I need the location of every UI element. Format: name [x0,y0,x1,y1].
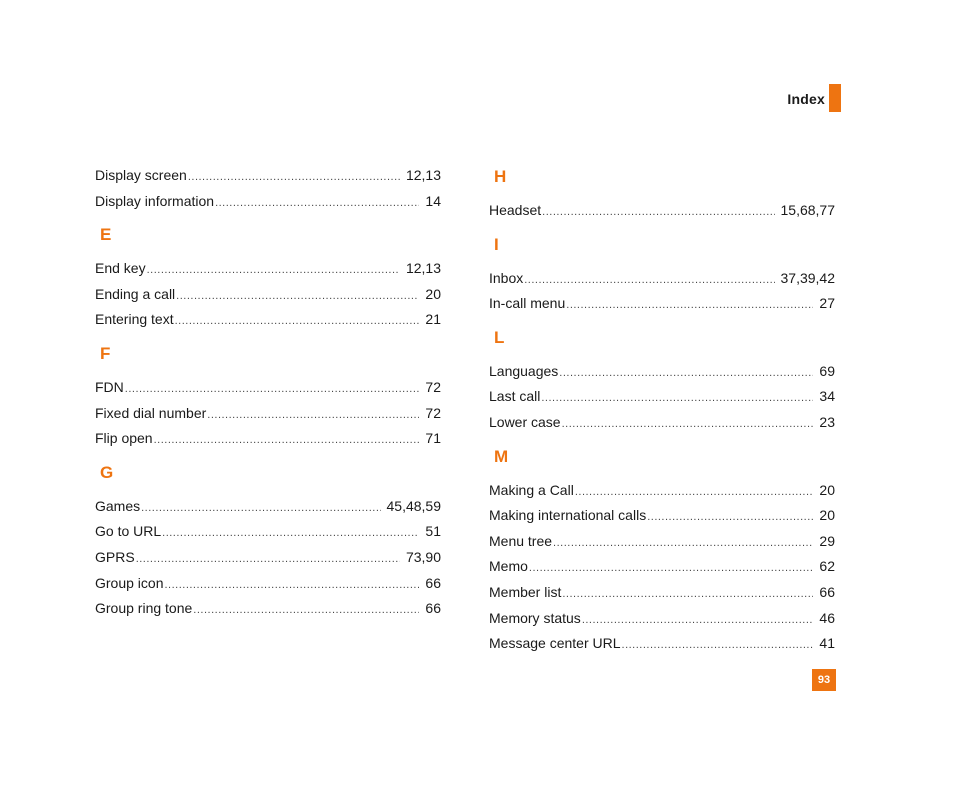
dot-leader [141,496,380,522]
index-page-refs: 34 [819,388,835,405]
dot-leader [582,608,814,634]
index-entry [489,554,835,580]
index-term: Languages [489,362,559,379]
dot-leader [136,547,400,573]
index-entry [95,596,441,622]
index-entry [95,256,441,282]
index-term: Games [95,497,141,514]
index-entry [489,410,835,436]
index-entry [95,163,441,189]
index-entry [489,503,835,529]
index-page-refs: 14 [425,192,441,209]
index-letter-heading: E [100,225,112,245]
dot-leader [188,165,400,191]
index-term: Inbox [489,269,524,286]
index-letter-heading: L [494,327,505,347]
index-column-right [489,163,835,657]
index-term: Entering text [95,311,174,328]
dot-leader [162,521,419,547]
index-page-refs: 72 [425,378,441,395]
dot-leader [553,531,813,557]
dot-leader [154,428,420,454]
index-entry [95,494,441,520]
index-entry [489,359,835,385]
index-term: Message center URL [489,635,621,652]
index-term: Display screen [95,167,187,183]
index-page-refs: 45,48,59 [386,497,441,514]
index-term: Flip open [95,430,153,447]
index-term: In-call menu [489,295,566,312]
index-page-refs: 66 [819,583,835,600]
index-page-refs: 23 [819,413,835,430]
index-page-refs: 12,13 [405,260,441,277]
index-letter-heading: H [494,167,507,186]
dot-leader [176,284,419,310]
index-entry [489,198,835,224]
dot-leader [164,573,419,599]
index-page-refs: 20 [425,285,441,302]
index-term: Last call [489,388,541,405]
index-page-refs: 51 [425,523,441,540]
index-term: Making international calls [489,507,647,524]
index-page-refs: 12,13 [405,167,441,183]
index-letter-heading: I [494,234,499,254]
index-entry [95,401,441,427]
index-letter-heading: F [100,343,111,363]
index-term: Lower case [489,413,561,430]
dot-leader [542,200,774,226]
dot-leader [622,633,814,659]
index-entry [95,545,441,571]
dot-leader [575,480,814,506]
index-entry [489,478,835,504]
index-page-refs: 69 [819,362,835,379]
index-term: Menu tree [489,532,553,549]
index-page-refs: 71 [425,430,441,447]
index-term: Memo [489,558,528,575]
index-page-refs: 66 [425,600,441,617]
dot-leader [524,268,774,294]
dot-leader [529,556,814,582]
section-title: Index [787,91,825,107]
index-page-refs: 29 [819,532,835,549]
index-entry [489,631,835,657]
index-page-refs: 72 [425,404,441,421]
index-entry [95,426,441,452]
index-term: Headset [489,202,542,218]
index-entry [95,519,441,545]
index-term: Group ring tone [95,600,193,617]
dot-leader [193,598,419,624]
dot-leader [562,582,813,608]
index-term: Memory status [489,609,581,626]
index-term: GPRS [95,548,135,565]
dot-leader [562,412,814,438]
index-entry [95,307,441,333]
index-entry [489,529,835,555]
dot-leader [215,191,419,217]
index-entry [489,580,835,606]
index-entry [489,291,835,317]
index-entry [95,189,441,215]
index-term: FDN [95,378,124,395]
index-page-refs: 73,90 [405,548,441,565]
index-page-refs: 37,39,42 [780,269,835,286]
dot-leader [125,377,420,403]
index-term: Making a Call [489,481,574,498]
index-letter-heading: G [100,462,114,482]
index-page-refs: 20 [819,507,835,524]
index-entry [489,384,835,410]
index-term: End key [95,260,146,277]
index-entry [95,282,441,308]
index-term: Ending a call [95,285,176,302]
dot-leader [147,258,400,284]
section-tab-marker [829,84,841,112]
index-entry [95,571,441,597]
index-entry [95,375,441,401]
index-term: Fixed dial number [95,404,207,421]
index-page-refs: 62 [819,558,835,575]
index-letter-heading: M [494,446,509,466]
index-term: Display information [95,192,215,209]
index-page-refs: 46 [819,609,835,626]
index-entry [489,266,835,292]
dot-leader [541,386,813,412]
page-number-badge: 93 [812,669,836,691]
index-page-refs: 41 [819,635,835,652]
dot-leader [175,309,420,335]
dot-leader [207,403,419,429]
index-term: Group icon [95,574,164,591]
index-term: Go to URL [95,523,162,540]
index-page-refs: 20 [819,481,835,498]
dot-leader [566,293,813,319]
index-page-refs: 66 [425,574,441,591]
dot-leader [559,361,813,387]
index-page-refs: 15,68,77 [780,202,835,218]
index-entry [489,606,835,632]
index-column-left [95,163,441,622]
index-page-refs: 27 [819,295,835,312]
index-term: Member list [489,583,562,600]
index-page-refs: 21 [425,311,441,328]
dot-leader [647,505,813,531]
